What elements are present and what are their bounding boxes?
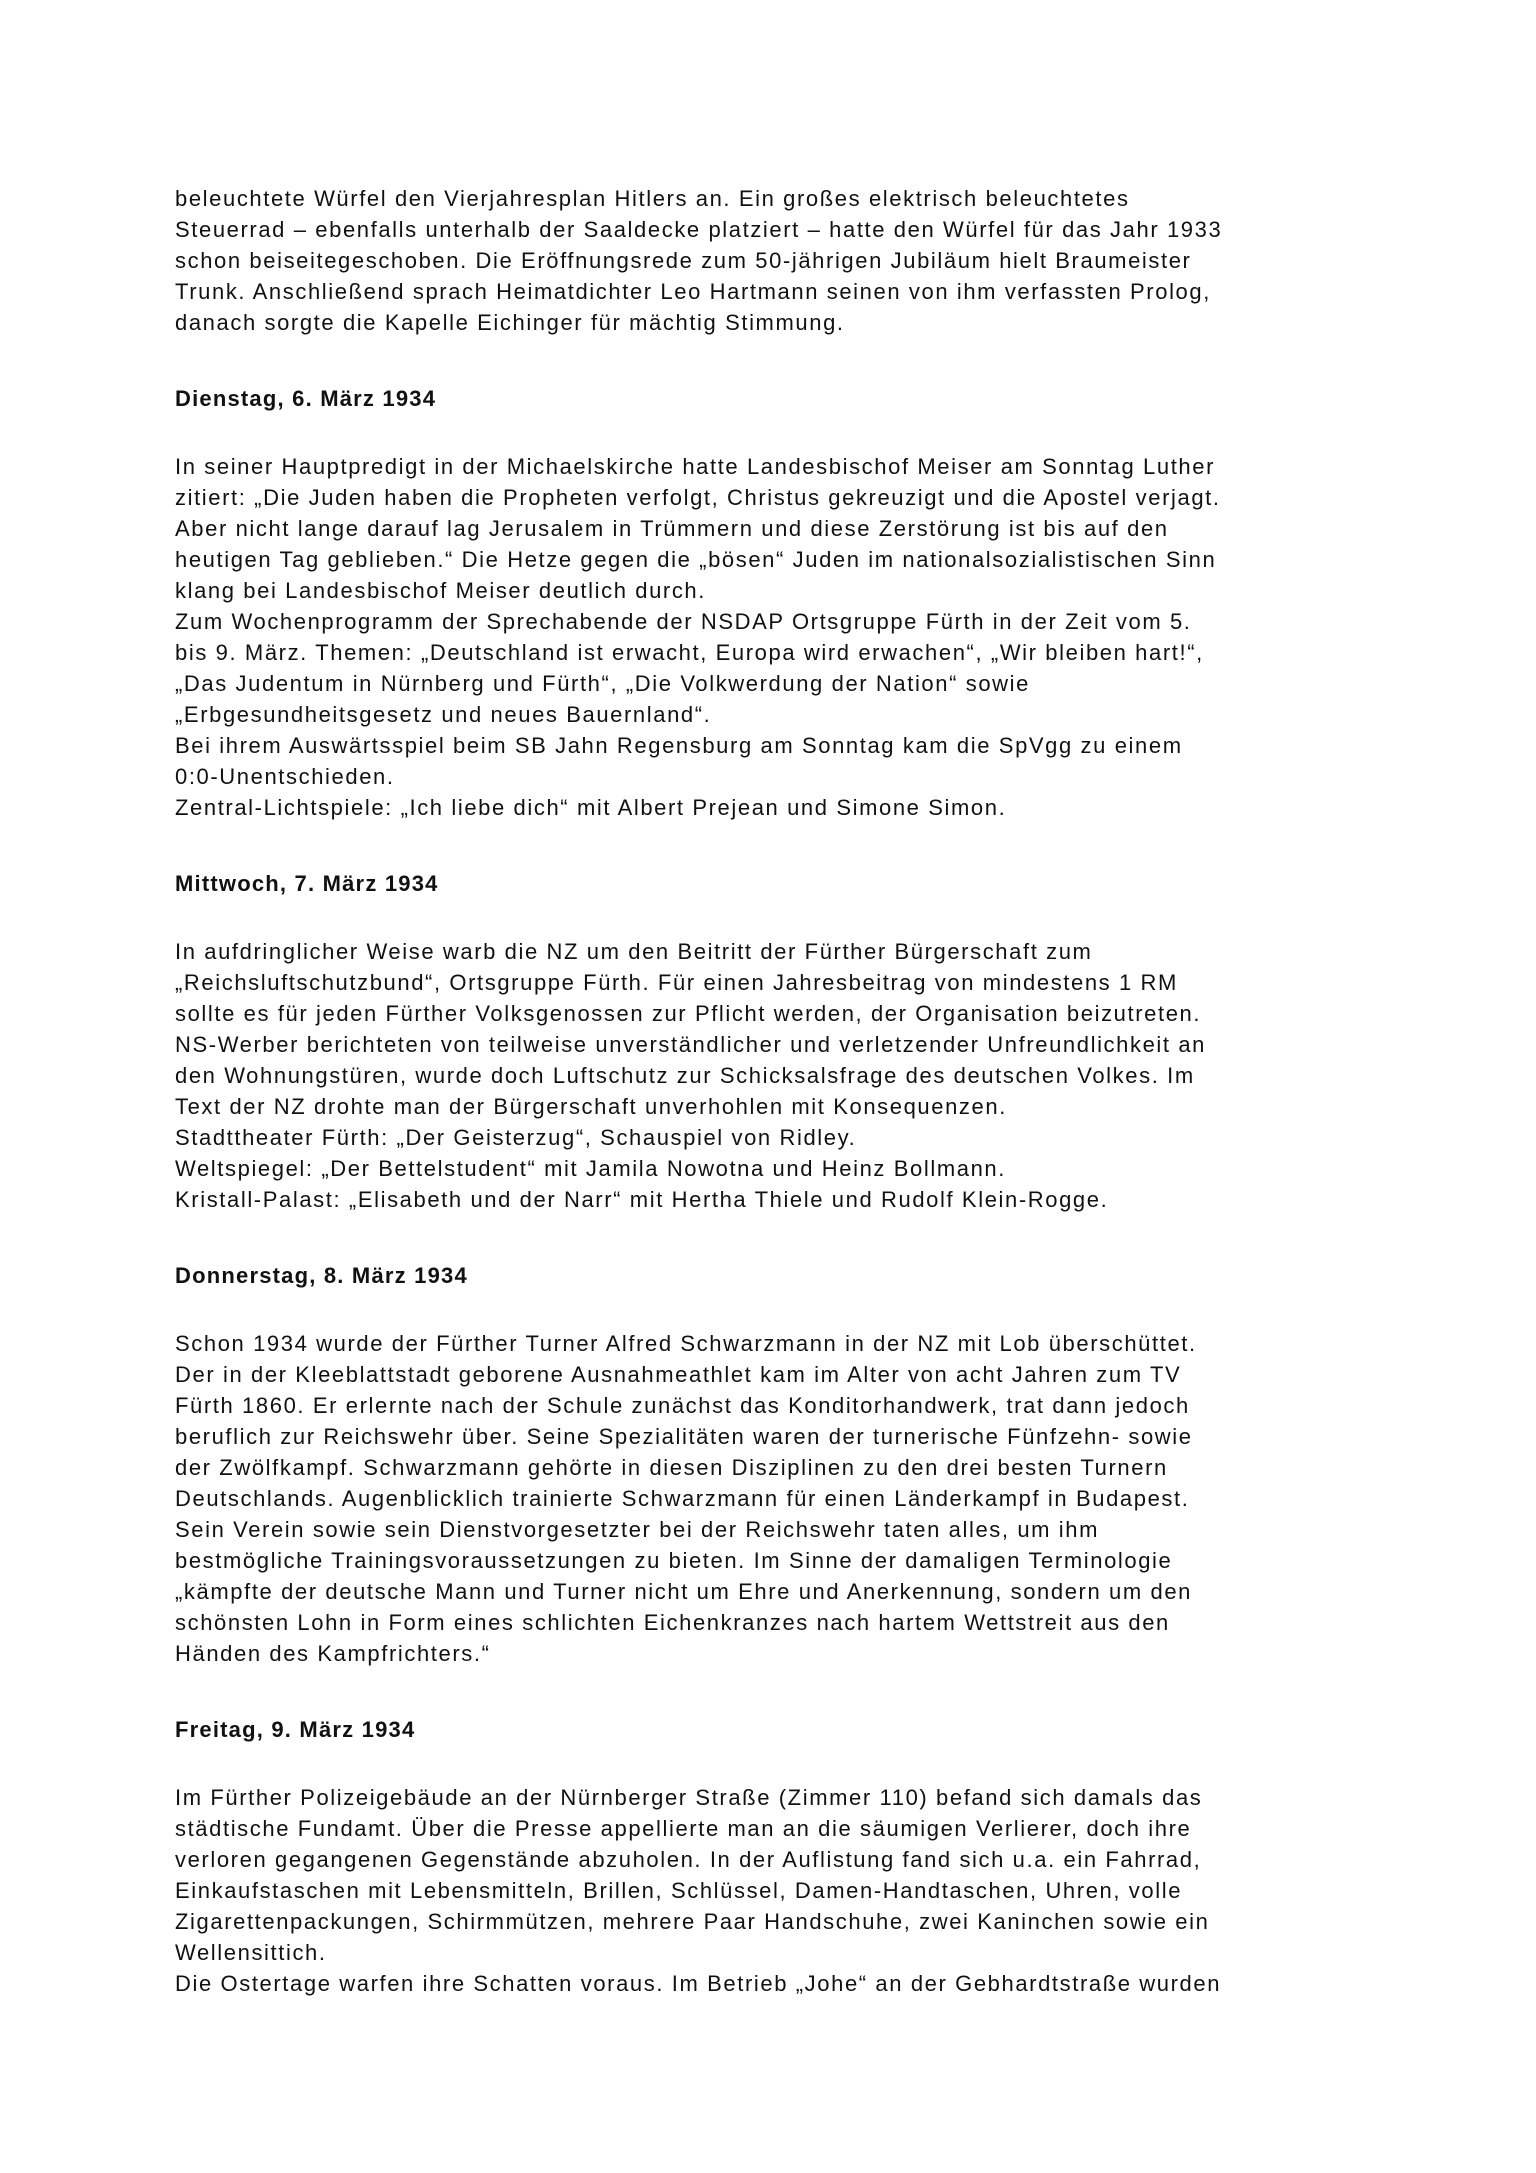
text-line: beleuchtete Würfel den Vierjahresplan Hitlers an. Ein großes elektrisch beleuchtetes <box>175 186 1130 211</box>
text-line: Weltspiegel: „Der Bettelstudent“ mit Jamila Nowotna und Heinz Bollmann. <box>175 1156 1006 1181</box>
text-line: bestmögliche Trainingsvoraussetzungen zu bieten. Im Sinne der damaligen Terminologie <box>175 1548 1173 1573</box>
text-line: bis 9. März. Themen: „Deutschland ist erwacht, Europa wird erwachen“, „Wir bleiben hart!“, <box>175 640 1204 665</box>
text-line: verloren gegangenen Gegenstände abzuholen. In der Auflistung fand sich u.a. ein Fahrrad, <box>175 1847 1202 1872</box>
text-line: „kämpfte der deutsche Mann und Turner nicht um Ehre und Anerkennung, sondern um den <box>175 1579 1193 1604</box>
text-line: „Erbgesundheitsgesetz und neues Bauernland“. <box>175 702 712 727</box>
text-line: Bei ihrem Auswärtsspiel beim SB Jahn Regensburg am Sonntag kam die SpVgg zu einem <box>175 733 1183 758</box>
text-line: In aufdringlicher Weise warb die NZ um den Beitritt der Fürther Bürgerschaft zum <box>175 939 1093 964</box>
document-body <box>175 183 1485 1999</box>
text-line: Zentral-Lichtspiele: „Ich liebe dich“ mit Albert Prejean und Simone Simon. <box>175 795 1007 820</box>
text-line: Im Fürther Polizeigebäude an der Nürnberger Straße (Zimmer 110) befand sich damals das <box>175 1785 1203 1810</box>
text-line: danach sorgte die Kapelle Eichinger für mächtig Stimmung. <box>175 310 845 335</box>
text-line: klang bei Landesbischof Meiser deutlich durch. <box>175 578 706 603</box>
text-line: Steuerrad – ebenfalls unterhalb der Saaldecke platziert – hatte den Würfel für das Jahr 1933 <box>175 217 1223 242</box>
text-line: den Wohnungstüren, wurde doch Luftschutz zur Schicksalsfrage des deutschen Volkes. Im <box>175 1063 1195 1088</box>
text-line: Deutschlands. Augenblicklich trainierte Schwarzmann für einen Länderkampf in Budapest. <box>175 1486 1190 1511</box>
text-line: Zigarettenpackungen, Schirmmützen, mehrere Paar Handschuhe, zwei Kaninchen sowie ein <box>175 1909 1210 1934</box>
section-heading: Mittwoch, 7. März 1934 <box>175 871 439 896</box>
section-heading: Dienstag, 6. März 1934 <box>175 386 437 411</box>
text-line: Wellensittich. <box>175 1940 327 1965</box>
text-line: Aber nicht lange darauf lag Jerusalem in Trümmern und diese Zerstörung ist bis auf den <box>175 516 1169 541</box>
text-line: Einkaufstaschen mit Lebensmitteln, Brillen, Schlüssel, Damen-Handtaschen, Uhren, volle <box>175 1878 1183 1903</box>
text-line: Händen des Kampfrichters.“ <box>175 1641 491 1666</box>
text-line: Zum Wochenprogramm der Sprechabende der NSDAP Ortsgruppe Fürth in der Zeit vom 5. <box>175 609 1192 634</box>
text-line: schönsten Lohn in Form eines schlichten Eichenkranzes nach hartem Wettstreit aus den <box>175 1610 1170 1635</box>
text-line: städtische Fundamt. Über die Presse appellierte man an die säumigen Verlierer, doch ihre <box>175 1816 1192 1841</box>
text-line: „Das Judentum in Nürnberg und Fürth“, „Die Volkwerdung der Nation“ sowie <box>175 671 1030 696</box>
text-line: Sein Verein sowie sein Dienstvorgesetzter bei der Reichswehr taten alles, um ihm <box>175 1517 1100 1542</box>
text-line: schon beiseitegeschoben. Die Eröffnungsrede zum 50-jährigen Jubiläum hielt Braumeister <box>175 248 1192 273</box>
text-line: zitiert: „Die Juden haben die Propheten verfolgt, Christus gekreuzigt und die Apostel verjagt. <box>175 485 1221 510</box>
text-line: sollte es für jeden Fürther Volksgenossen zur Pflicht werden, der Organisation beizutreten. <box>175 1001 1202 1026</box>
text-line: Kristall-Palast: „Elisabeth und der Narr“ mit Hertha Thiele und Rudolf Klein-Rogge. <box>175 1187 1109 1212</box>
text-line: In seiner Hauptpredigt in der Michaelskirche hatte Landesbischof Meiser am Sonntag Luther <box>175 454 1216 479</box>
text-line: Schon 1934 wurde der Fürther Turner Alfred Schwarzmann in der NZ mit Lob überschüttet. <box>175 1331 1197 1356</box>
text-line: Die Ostertage warfen ihre Schatten voraus. Im Betrieb „Johe“ an der Gebhardtstraße wurden <box>175 1971 1222 1996</box>
text-line: heutigen Tag geblieben.“ Die Hetze gegen die „bösen“ Juden im nationalsozialistischen Sinn <box>175 547 1217 572</box>
text-line: Text der NZ drohte man der Bürgerschaft unverhohlen mit Konsequenzen. <box>175 1094 1007 1119</box>
text-line: NS-Werber berichteten von teilweise unverständlicher und verletzender Unfreundlichkeit an <box>175 1032 1207 1057</box>
text-line: Fürth 1860. Er erlernte nach der Schule zunächst das Konditorhandwerk, trat dann jedoch <box>175 1393 1190 1418</box>
text-line: Stadttheater Fürth: „Der Geisterzug“, Schauspiel von Ridley. <box>175 1125 857 1150</box>
section-heading: Donnerstag, 8. März 1934 <box>175 1263 468 1288</box>
section-heading: Freitag, 9. März 1934 <box>175 1717 416 1742</box>
text-line: „Reichsluftschutzbund“, Ortsgruppe Fürth. Für einen Jahresbeitrag von mindestens 1 RM <box>175 970 1178 995</box>
text-line: der Zwölfkampf. Schwarzmann gehörte in diesen Disziplinen zu den drei besten Turnern <box>175 1455 1168 1480</box>
text-line: 0:0-Unentschieden. <box>175 764 395 789</box>
text-line: beruflich zur Reichswehr über. Seine Spezialitäten waren der turnerische Fünfzehn- sowie <box>175 1424 1193 1449</box>
text-line: Trunk. Anschließend sprach Heimatdichter Leo Hartmann seinen von ihm verfassten Prolog, <box>175 279 1211 304</box>
text-line: Der in der Kleeblattstadt geborene Ausnahmeathlet kam im Alter von acht Jahren zum TV <box>175 1362 1182 1387</box>
